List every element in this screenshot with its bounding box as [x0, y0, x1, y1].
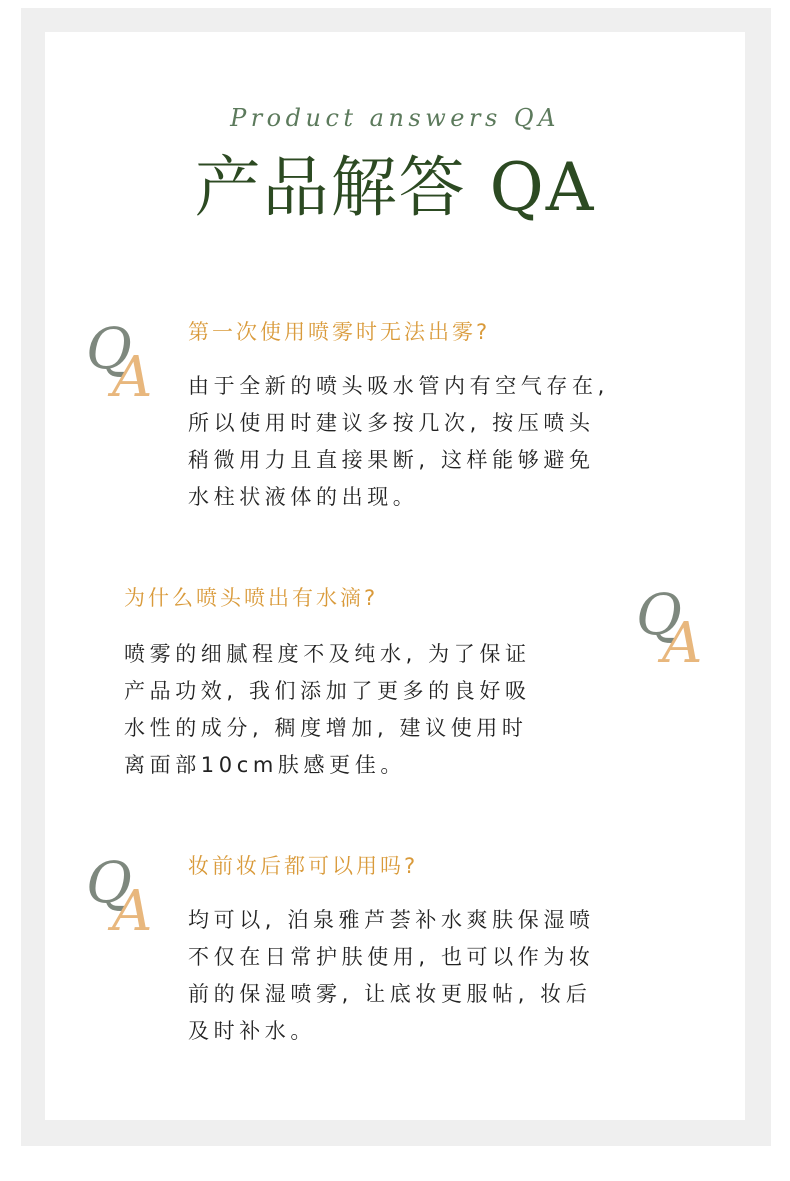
question-3: 妆前妆后都可以用吗?: [188, 854, 419, 878]
qa-icon-q: Q: [86, 851, 132, 916]
qa-icon: [86, 851, 176, 946]
qa-icon: [636, 583, 726, 678]
answer-line: 水性的成分, 稠度增加, 建议使用时: [124, 716, 528, 740]
answer-line: 产品功效, 我们添加了更多的良好吸: [124, 679, 531, 703]
question-2: 为什么喷头喷出有水滴?: [124, 586, 379, 610]
qa-icon-a: A: [112, 345, 153, 410]
answer-line: 水柱状液体的出现。: [188, 485, 419, 509]
answer-3: [188, 902, 595, 1050]
answer-line: 所以使用时建议多按几次, 按压喷头: [188, 411, 595, 435]
answer-line: 前的保湿喷雾, 让底妆更服帖, 妆后: [188, 982, 592, 1006]
answer-line: 不仅在日常护肤使用, 也可以作为妆: [188, 945, 595, 969]
answer-2: [124, 636, 531, 784]
page-title: 产品解答 QA: [194, 149, 596, 226]
qa-icon: [86, 317, 176, 412]
answer-line: 均可以, 泊泉雅芦荟补水爽肤保湿喷: [188, 908, 595, 932]
answer-line: 稍微用力且直接果断, 这样能够避免: [188, 448, 595, 472]
qa-icon-q: Q: [636, 583, 682, 648]
qa-icon-q: Q: [86, 317, 132, 382]
answer-line: 离面部10cm肤感更佳。: [124, 753, 406, 777]
answer-line: 及时补水。: [188, 1019, 316, 1043]
answer-line: 喷雾的细腻程度不及纯水, 为了保证: [124, 642, 531, 666]
answer-1: [188, 368, 609, 516]
qa-icon-a: A: [112, 879, 153, 944]
qa-icon-a: A: [662, 611, 703, 676]
page-subtitle: Product answers QA: [230, 104, 560, 132]
answer-line: 由于全新的喷头吸水管内有空气存在,: [188, 374, 609, 398]
question-1: 第一次使用喷雾时无法出雾?: [188, 320, 491, 344]
